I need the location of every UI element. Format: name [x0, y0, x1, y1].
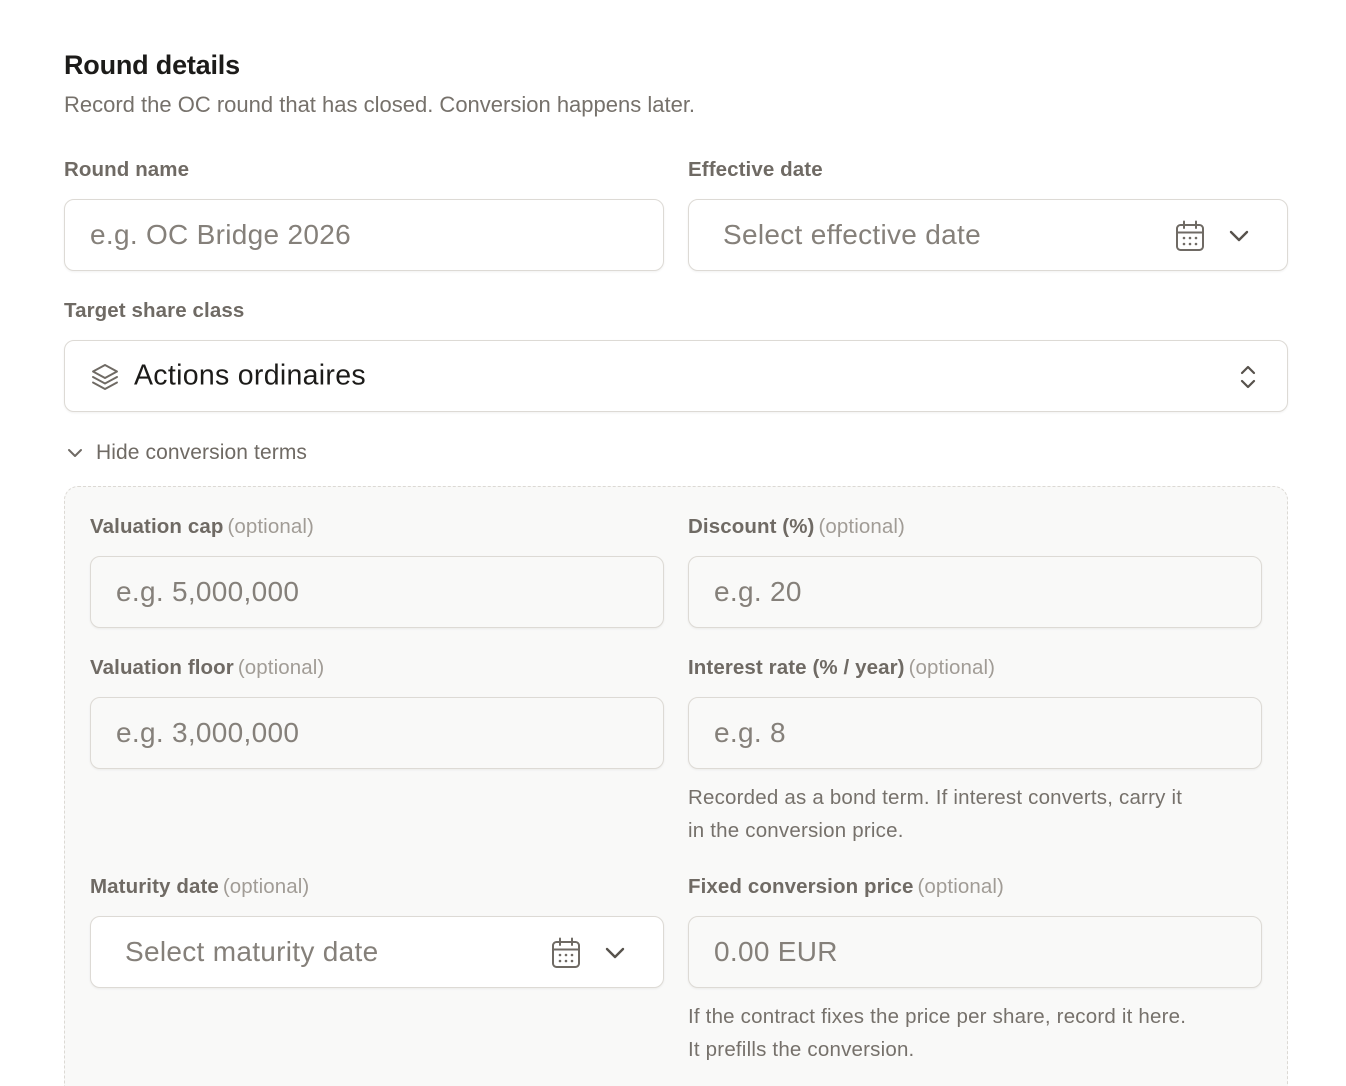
interest-rate-field — [688, 697, 1262, 769]
calendar-icon — [551, 937, 581, 969]
chevron-down-icon — [1227, 225, 1251, 247]
hide-conversion-terms-toggle[interactable] — [64, 438, 307, 468]
discount-input[interactable] — [689, 557, 1261, 627]
share-class-select[interactable] — [64, 340, 1288, 412]
valuation-floor-label: Valuation floor (optional) — [90, 656, 325, 679]
toggle-label: Hide conversion terms — [96, 441, 308, 464]
round-name-input[interactable] — [65, 200, 663, 270]
discount-field — [688, 556, 1262, 628]
fixed-price-input[interactable] — [689, 917, 1261, 987]
valuation-cap-input[interactable] — [91, 557, 663, 627]
maturity-date-placeholder: Select maturity date — [125, 936, 379, 967]
section-title: Round details — [64, 50, 240, 80]
round-name-field — [64, 199, 664, 271]
share-class-value: Actions ordinaires — [134, 359, 366, 392]
effective-date-label: Effective date — [688, 158, 823, 181]
section-subtitle: Record the OC round that has closed. Conversion happens later. — [64, 92, 696, 117]
interest-rate-label: Interest rate (% / year) (optional) — [688, 656, 996, 679]
chevron-down-icon — [64, 442, 86, 464]
fixed-price-field — [688, 916, 1262, 988]
maturity-date-picker[interactable] — [90, 916, 664, 988]
maturity-date-label: Maturity date (optional) — [90, 875, 310, 898]
discount-label: Discount (%) (optional) — [688, 515, 905, 538]
valuation-floor-field — [90, 697, 664, 769]
interest-rate-input[interactable] — [689, 698, 1261, 768]
valuation-cap-label: Valuation cap (optional) — [90, 515, 314, 538]
effective-date-placeholder: Select effective date — [723, 219, 981, 250]
chevron-up-down-icon — [1237, 363, 1259, 391]
layers-icon — [91, 363, 119, 391]
calendar-icon — [1175, 220, 1205, 252]
fixed-price-label: Fixed conversion price (optional) — [688, 875, 1004, 898]
round-name-label: Round name — [64, 158, 190, 181]
interest-rate-help: Recorded as a bond term. If interest converts, carry it in the conversion price. — [688, 786, 1183, 842]
valuation-floor-input[interactable] — [91, 698, 663, 768]
fixed-price-help: If the contract fixes the price per share, record it here. It prefills the conversion. — [688, 1005, 1187, 1061]
share-class-label: Target share class — [64, 299, 245, 322]
chevron-down-icon — [603, 942, 627, 964]
valuation-cap-field — [90, 556, 664, 628]
effective-date-picker[interactable] — [688, 199, 1288, 271]
